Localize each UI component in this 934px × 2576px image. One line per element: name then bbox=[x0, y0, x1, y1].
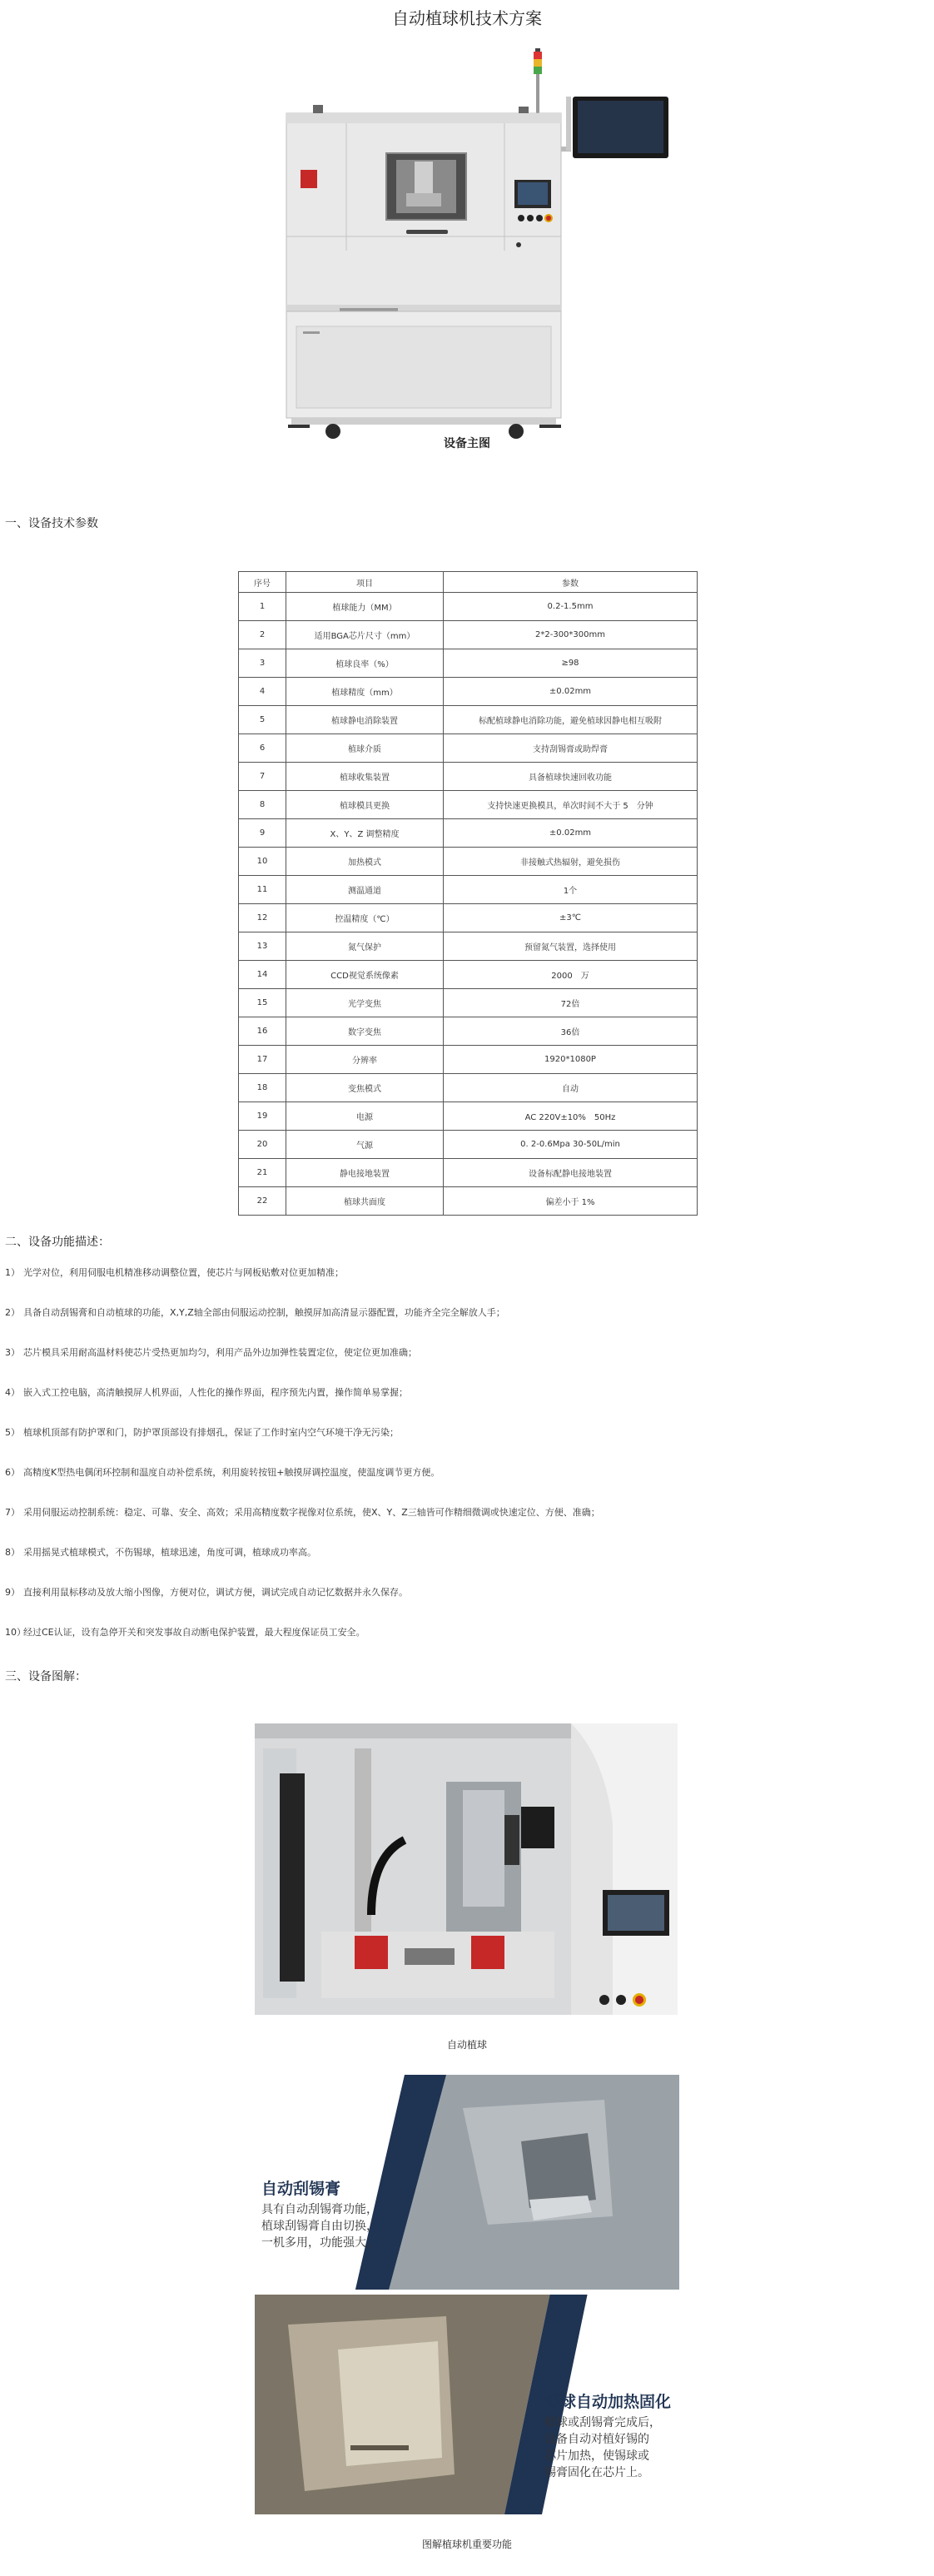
section-heading-illustrations: 三、设备图解： bbox=[5, 1670, 87, 1683]
cell-item: 电源 bbox=[286, 1102, 444, 1131]
auto-ball-placement-photo bbox=[255, 1723, 678, 2015]
feature1-line: 植球刮锡膏自由切换， bbox=[261, 2220, 378, 2233]
cell-item: CCD视觉系统像素 bbox=[286, 961, 444, 989]
table-row bbox=[239, 706, 698, 734]
feature1-title: 自动刮锡膏 bbox=[261, 2180, 341, 2198]
cell-number: 13 bbox=[239, 932, 286, 961]
cell-item: 植球静电消除装置 bbox=[286, 706, 444, 734]
cell-number: 9 bbox=[239, 819, 286, 848]
cell-item: 光学变焦 bbox=[286, 989, 444, 1017]
cell-number: 16 bbox=[239, 1017, 286, 1046]
table-row bbox=[239, 1187, 698, 1216]
table-row bbox=[239, 593, 698, 621]
cell-number: 21 bbox=[239, 1159, 286, 1187]
machine-caption: 设备主图 bbox=[444, 437, 490, 450]
function-number: 1） bbox=[5, 1267, 20, 1278]
header-number: 序号 bbox=[239, 572, 286, 593]
function-item bbox=[5, 1266, 921, 1305]
cell-number: 4 bbox=[239, 678, 286, 706]
cell-parameter: 0.2-1.5mm bbox=[444, 593, 698, 621]
cell-number: 1 bbox=[239, 593, 286, 621]
cell-item: 控温精度（℃） bbox=[286, 904, 444, 932]
cell-parameter: 具备植球快速回收功能 bbox=[444, 763, 698, 791]
cell-parameter: ±0.02mm bbox=[444, 819, 698, 848]
table-row bbox=[239, 876, 698, 904]
cell-parameter: 1920*1080P bbox=[444, 1046, 698, 1074]
cell-item: 分辨率 bbox=[286, 1046, 444, 1074]
cell-item: 植球能力（MM） bbox=[286, 593, 444, 621]
cell-parameter: 2000 万 bbox=[444, 961, 698, 989]
function-item bbox=[5, 1545, 921, 1585]
function-text: 经过CE认证，设有急停开关和突发事故自动断电保护装置，最大程度保证员工安全。 bbox=[23, 1627, 365, 1638]
table-header-row bbox=[239, 572, 698, 593]
table-row bbox=[239, 1159, 698, 1187]
cell-parameter: ±0.02mm bbox=[444, 678, 698, 706]
function-number: 7） bbox=[5, 1507, 20, 1518]
feature2-line: 芯片加热，使锡球或 bbox=[544, 2449, 649, 2463]
function-item bbox=[5, 1625, 921, 1665]
machine-main-image bbox=[281, 47, 673, 446]
page-title: 自动植球机技术方案 bbox=[392, 8, 542, 28]
function-number: 8） bbox=[5, 1547, 20, 1558]
feature2-line: 锡膏固化在芯片上。 bbox=[544, 2466, 649, 2479]
cell-parameter: 设备标配静电接地装置 bbox=[444, 1159, 698, 1187]
cell-item: X、Y、Z 调整精度 bbox=[286, 819, 444, 848]
cell-number: 18 bbox=[239, 1074, 286, 1102]
cell-number: 17 bbox=[239, 1046, 286, 1074]
cell-number: 3 bbox=[239, 649, 286, 678]
cell-parameter: 72倍 bbox=[444, 989, 698, 1017]
function-text: 芯片模具采用耐高温材料使芯片受热更加均匀，利用产品外边加弹性装置定位，使定位更加准确； bbox=[23, 1347, 417, 1358]
cell-item: 变焦模式 bbox=[286, 1074, 444, 1102]
function-number: 10） bbox=[5, 1627, 26, 1638]
parameter-table bbox=[238, 571, 698, 1216]
photo1-caption: 自动植球 bbox=[446, 2039, 487, 2051]
cell-number: 19 bbox=[239, 1102, 286, 1131]
table-row bbox=[239, 819, 698, 848]
cell-parameter: 36倍 bbox=[444, 1017, 698, 1046]
cell-item: 植球介质 bbox=[286, 734, 444, 763]
cell-item: 适用BGA芯片尺寸（mm） bbox=[286, 621, 444, 649]
table-row bbox=[239, 932, 698, 961]
cell-number: 5 bbox=[239, 706, 286, 734]
function-item bbox=[5, 1345, 921, 1385]
cell-item: 测温通道 bbox=[286, 876, 444, 904]
function-text: 采用摇晃式植球模式，不伤锡球，植球迅速，角度可调，植球成功率高。 bbox=[23, 1547, 316, 1558]
cell-item: 氮气保护 bbox=[286, 932, 444, 961]
feature2-line: 设备自动对植好锡的 bbox=[544, 2433, 649, 2446]
cell-number: 7 bbox=[239, 763, 286, 791]
cell-number: 11 bbox=[239, 876, 286, 904]
parameter-table-body bbox=[239, 593, 698, 1216]
cell-parameter: 支持刮锡膏或助焊膏 bbox=[444, 734, 698, 763]
cell-parameter: AC 220V±10% 50Hz bbox=[444, 1102, 698, 1131]
function-number: 6） bbox=[5, 1467, 20, 1478]
cell-parameter: 2*2-300*300mm bbox=[444, 621, 698, 649]
feature1-line: 一机多用，功能强大。 bbox=[261, 2236, 378, 2250]
cell-parameter: 自动 bbox=[444, 1074, 698, 1102]
cell-number: 6 bbox=[239, 734, 286, 763]
header-parameter: 参数 bbox=[444, 572, 698, 593]
cell-number: 20 bbox=[239, 1131, 286, 1159]
cell-number: 2 bbox=[239, 621, 286, 649]
cell-parameter: 非接触式热辐射，避免损伤 bbox=[444, 848, 698, 876]
function-text: 高精度K型热电偶闭环控制和温度自动补偿系统，利用旋转按钮+触摸屏调控温度，使温度调节更方便。 bbox=[23, 1467, 440, 1478]
cell-number: 14 bbox=[239, 961, 286, 989]
table-row bbox=[239, 621, 698, 649]
cell-number: 12 bbox=[239, 904, 286, 932]
cell-number: 15 bbox=[239, 989, 286, 1017]
table-row bbox=[239, 848, 698, 876]
cell-item: 数字变焦 bbox=[286, 1017, 444, 1046]
photo2-caption: 图解植球机重要功能 bbox=[421, 2539, 512, 2550]
function-list bbox=[5, 1266, 921, 1665]
cell-item: 气源 bbox=[286, 1131, 444, 1159]
table-row bbox=[239, 791, 698, 819]
function-item bbox=[5, 1505, 921, 1545]
table-row bbox=[239, 904, 698, 932]
function-number: 4） bbox=[5, 1387, 20, 1398]
cell-item: 加热模式 bbox=[286, 848, 444, 876]
cell-parameter: 偏差小于 1% bbox=[444, 1187, 698, 1216]
cell-item: 植球共面度 bbox=[286, 1187, 444, 1216]
cell-number: 8 bbox=[239, 791, 286, 819]
table-row bbox=[239, 1046, 698, 1074]
table-row bbox=[239, 1131, 698, 1159]
function-text: 具备自动刮锡膏和自动植球的功能，X,Y,Z轴全部由伺服运动控制，触摸屏加高清显示器配置，功能齐全完全解放人手； bbox=[23, 1307, 505, 1318]
feature2-line: 植球或刮锡膏完成后， bbox=[544, 2416, 661, 2429]
table-row bbox=[239, 678, 698, 706]
cell-parameter: ≥98 bbox=[444, 649, 698, 678]
feature2-title: 锡球自动加热固化 bbox=[544, 2393, 672, 2411]
function-item bbox=[5, 1385, 921, 1425]
cell-item: 植球精度（mm） bbox=[286, 678, 444, 706]
function-item bbox=[5, 1305, 921, 1345]
header-item: 项目 bbox=[286, 572, 444, 593]
cell-number: 10 bbox=[239, 848, 286, 876]
table-row bbox=[239, 961, 698, 989]
table-row bbox=[239, 763, 698, 791]
function-item bbox=[5, 1465, 921, 1505]
table-row bbox=[239, 1074, 698, 1102]
table-row bbox=[239, 734, 698, 763]
cell-item: 静电接地装置 bbox=[286, 1159, 444, 1187]
cell-parameter: 1个 bbox=[444, 876, 698, 904]
table-row bbox=[239, 1017, 698, 1046]
feature-illustration bbox=[255, 2075, 679, 2514]
cell-item: 植球模具更换 bbox=[286, 791, 444, 819]
function-number: 2） bbox=[5, 1307, 20, 1318]
cell-parameter: ±3℃ bbox=[444, 904, 698, 932]
section-heading-parameters: 一、设备技术参数 bbox=[5, 517, 98, 530]
table-row bbox=[239, 1102, 698, 1131]
function-text: 植球机顶部有防护罩和门，防护罩顶部设有排烟孔，保证了工作时室内空气环境干净无污染； bbox=[23, 1427, 399, 1438]
table-row bbox=[239, 649, 698, 678]
function-text: 采用伺服运动控制系统：稳定、可靠、安全、高效；采用高精度数字视像对位系统，使X、Y、Z三轴皆可作精细微调或快速定位、方便、准确； bbox=[23, 1507, 600, 1518]
cell-item: 植球收集装置 bbox=[286, 763, 444, 791]
section-heading-functions: 二、设备功能描述： bbox=[5, 1236, 110, 1249]
table-row bbox=[239, 989, 698, 1017]
cell-item: 植球良率（%） bbox=[286, 649, 444, 678]
function-number: 3） bbox=[5, 1347, 20, 1358]
cell-number: 22 bbox=[239, 1187, 286, 1216]
function-item bbox=[5, 1425, 921, 1465]
function-number: 9） bbox=[5, 1587, 20, 1598]
cell-parameter: 预留氮气装置，选择使用 bbox=[444, 932, 698, 961]
function-text: 直接利用鼠标移动及放大缩小图像，方便对位，调试方便，调试完成自动记忆数据并永久保存。 bbox=[23, 1587, 408, 1598]
function-text: 光学对位，利用伺服电机精准移动调整位置，使芯片与网板贴敷对位更加精准； bbox=[23, 1267, 344, 1278]
function-text: 嵌入式工控电脑，高清触摸屏人机界面，人性化的操作界面，程序预先内置，操作简单易掌握； bbox=[23, 1387, 408, 1398]
cell-parameter: 支持快速更换模具，单次时间不大于 5 分钟 bbox=[444, 791, 698, 819]
cell-parameter: 标配植球静电消除功能，避免植球因静电相互吸附 bbox=[444, 706, 698, 734]
function-number: 5） bbox=[5, 1427, 20, 1438]
cell-parameter: 0. 2-0.6Mpa 30-50L/min bbox=[444, 1131, 698, 1159]
function-item bbox=[5, 1585, 921, 1625]
feature1-line: 具有自动刮锡膏功能， bbox=[261, 2203, 378, 2216]
